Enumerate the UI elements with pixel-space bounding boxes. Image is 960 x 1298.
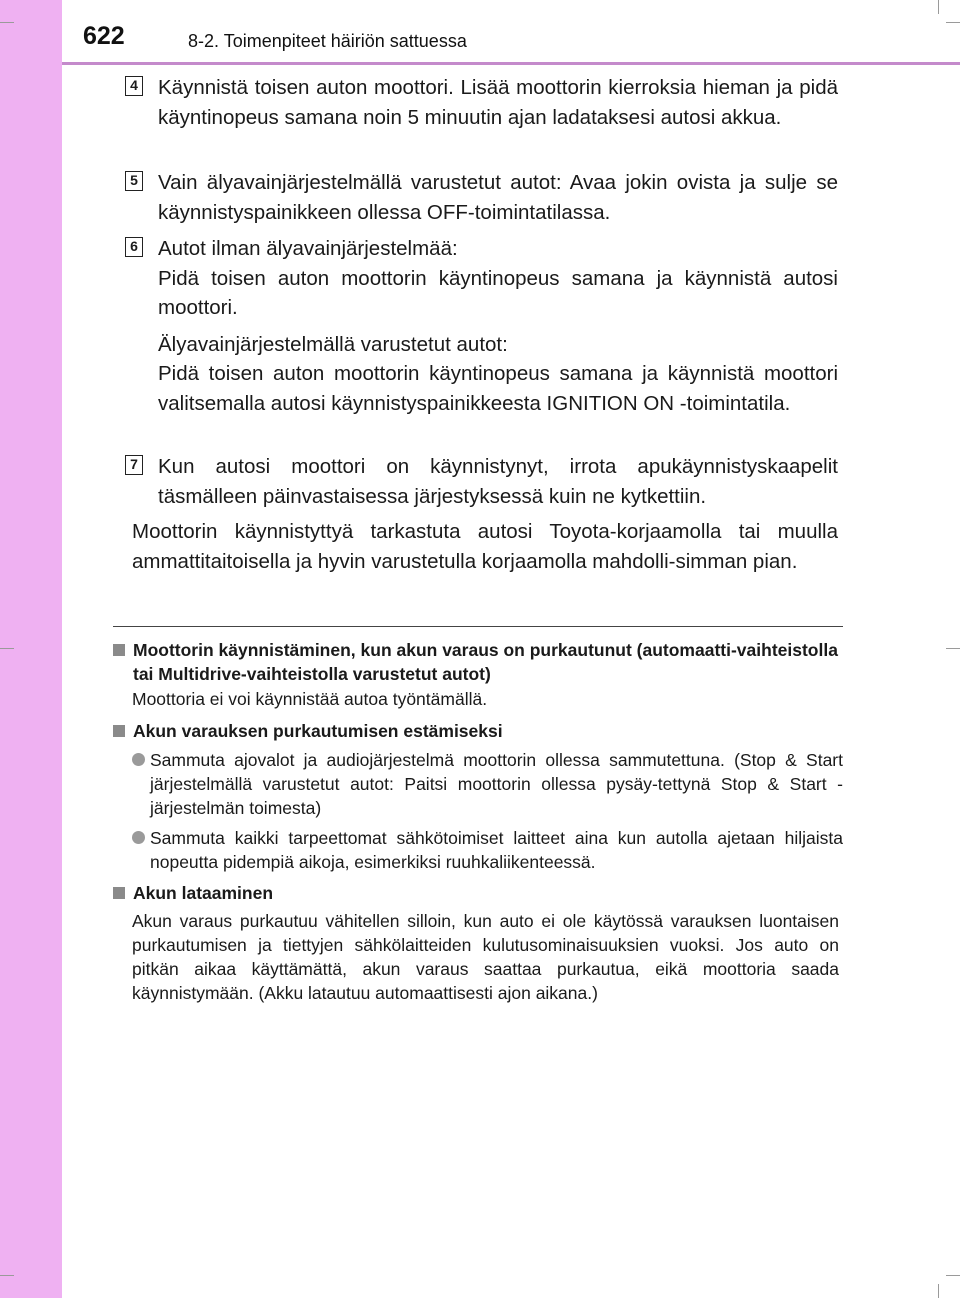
crop-mark <box>946 22 960 23</box>
note-heading-text: Akun lataaminen <box>133 883 274 903</box>
square-bullet-icon <box>113 725 125 737</box>
note-bullet <box>132 748 843 820</box>
step-text <box>158 168 838 227</box>
round-bullet-icon <box>132 753 145 766</box>
crop-mark <box>0 22 14 23</box>
step-number-badge: 5 <box>125 171 143 191</box>
page-number: 622 <box>83 22 125 50</box>
step-7 <box>125 452 838 511</box>
step-6 <box>125 234 838 418</box>
step-number-badge: 7 <box>125 455 143 475</box>
note-heading-text: Moottorin käynnistäminen, kun akun varaus on purkautunut (automaatti-vaihteistolla tai Multidrive-vaihteistolla varustetut autot) <box>133 640 838 684</box>
round-bullet-icon <box>132 831 145 844</box>
step-number-badge: 6 <box>125 237 143 257</box>
note-heading <box>113 638 845 686</box>
step-paragraph: Käynnistä toisen auton moottori. Lisää moottorin kierroksia hieman ja pidä käyntinopeus samana noin 5 minuutin ajan ladataksesi autosi akkua. <box>158 76 838 129</box>
note-bullet <box>132 826 843 874</box>
step-paragraph: Älyavainjärjestelmällä varustetut autot: <box>158 332 508 356</box>
closing-paragraph: Moottorin käynnistyttyä tarkastuta autosi Toyota-korjaamolla tai muulla ammattitaitoisella ja hyvin varustetulla korjaamolla mahdolli-simman pian. <box>132 520 838 573</box>
note-body: Moottoria ei voi käynnistää autoa työntämällä. <box>132 689 488 709</box>
step-text <box>158 73 838 132</box>
note-bullet-text: Sammuta kaikki tarpeettomat sähkötoimiset laitteet aina kun autolla ajetaan hiljaista nopeutta pidempiä aikoja, esimerkiksi ruuhkaliikenteessä. <box>150 828 843 872</box>
crop-mark <box>946 648 960 649</box>
step-5 <box>125 168 838 227</box>
square-bullet-icon <box>113 644 125 656</box>
note-heading-text: Akun varauksen purkautumisen estämiseksi <box>133 721 503 741</box>
note-heading <box>113 881 845 905</box>
crop-mark <box>938 0 939 14</box>
crop-mark <box>938 1284 939 1298</box>
side-color-band <box>0 0 62 1298</box>
note-bullet-text: Sammuta ajovalot ja audiojärjestelmä moottorin ollessa sammutettuna. (Stop & Start järjestelmällä varustetut autot: Paitsi moottorin ollessa pysäy-tettynä Stop & Start -järjestelmän toimesta) <box>150 750 843 818</box>
step-text <box>158 452 838 511</box>
step-paragraph: Pidä toisen auton moottorin käyntinopeus samana ja käynnistä autosi moottori. <box>158 266 838 319</box>
crop-mark <box>946 1275 960 1276</box>
step-paragraph: Vain älyavainjärjestelmällä varustetut autot: Avaa jokin ovista ja sulje se käynnistyspainikkeen ollessa OFF-toimintatilassa. <box>158 171 838 224</box>
step-paragraph: Autot ilman älyavainjärjestelmää: <box>158 237 458 260</box>
step-4 <box>125 73 838 132</box>
header-rule <box>62 62 960 65</box>
crop-mark <box>0 1275 14 1276</box>
step-text <box>158 234 838 418</box>
square-bullet-icon <box>113 887 125 899</box>
step-number-badge: 4 <box>125 76 143 96</box>
notes-divider <box>113 626 843 627</box>
step-paragraph: Kun autosi moottori on käynnistynyt, irrota apukäynnistyskaapelit täsmälleen päinvastaisessa järjestyksessä kuin ne kytkettiin. <box>158 455 838 508</box>
crop-mark <box>0 648 14 649</box>
step-paragraph: Pidä toisen auton moottorin käyntinopeus samana ja käynnistä moottori valitsemalla autosi käynnistyspainikkeesta IGNITION ON -toimintatila. <box>158 362 838 415</box>
note-body: Akun varaus purkautuu vähitellen silloin, kun auto ei ole käytössä varauksen luontaisen purkautumisen ja tiettyjen sähkölaitteiden kulutusominaisuuksien vuoksi. Jos auto on pitkän aikaa käyttämättä, akun varaus saattaa purkautua, eikä moottoria saada käynnistymään. (Akku latautuu automaattisesti ajon aikana.) <box>132 911 839 1003</box>
section-title: 8-2. Toimenpiteet häiriön sattuessa <box>188 31 467 51</box>
note-heading <box>113 719 845 743</box>
